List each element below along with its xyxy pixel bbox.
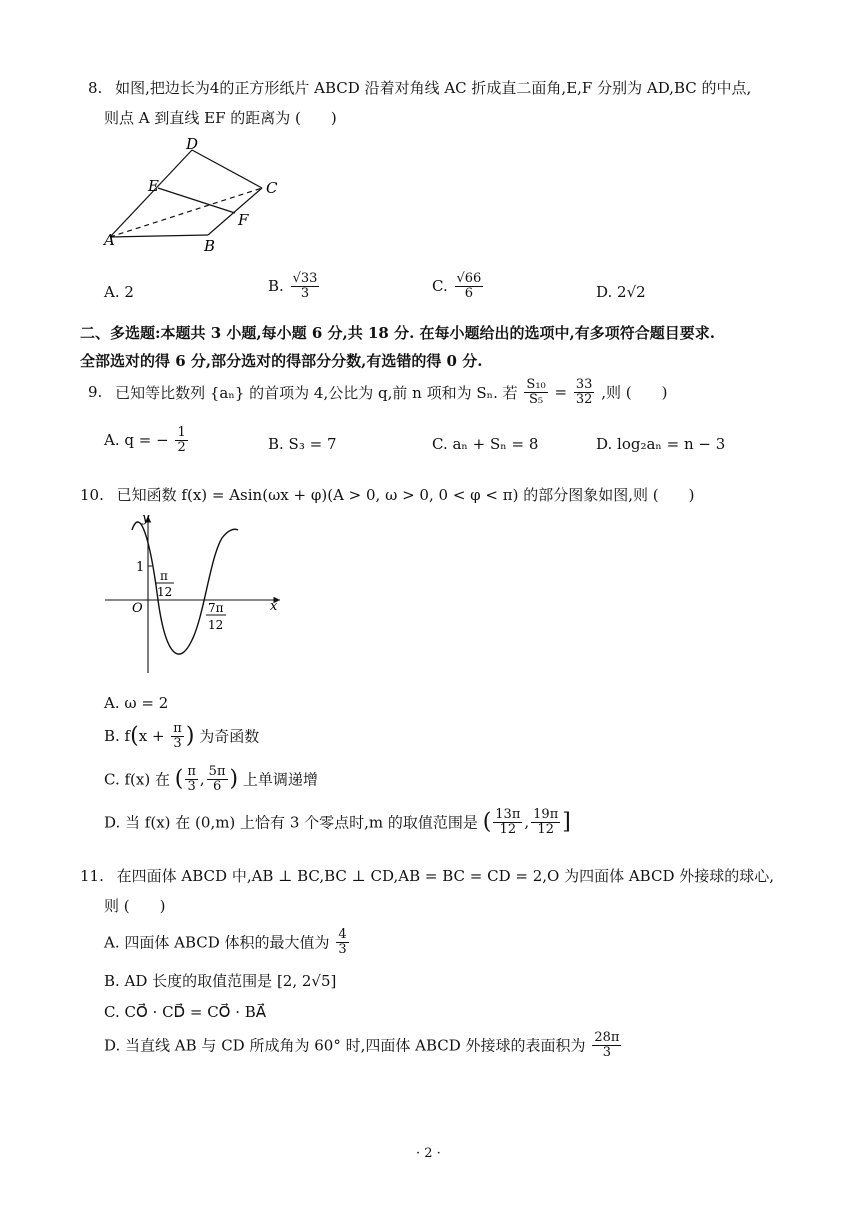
question-9: [88, 378, 667, 406]
graph-label-seven-pi: 7π: [208, 601, 224, 615]
question-11-number: 11.: [80, 867, 104, 885]
option-b-label: B.: [268, 277, 284, 296]
question-8-option-a: A. 2: [104, 283, 134, 301]
question-8-option-d: D. 2√2: [596, 283, 646, 301]
graph-label-y: y: [142, 511, 150, 526]
question-9-option-b: B. S₃ = 7: [268, 435, 337, 453]
figure-label-c: C: [266, 179, 278, 197]
question-8-text-line2: 则点 A 到直线 EF 的距离为 ( ): [104, 109, 337, 127]
figure-label-d: D: [186, 135, 199, 153]
question-8: [88, 77, 751, 98]
graph-label-origin: O: [132, 601, 143, 616]
figure-label-b: B: [204, 237, 216, 255]
question-8-figure: [100, 135, 290, 260]
graph-label-twelve: 12: [157, 585, 173, 599]
graph-label-x: x: [270, 599, 278, 614]
option-c-label: C.: [432, 277, 448, 296]
question-11-text-line1: 在四面体 ABCD 中,AB ⊥ BC,BC ⊥ CD,AB = BC = CD = 2,O 为四面体 ABCD 外接球的球心,: [116, 867, 775, 885]
question-10-option-b: B. f(x + $\frac{\pi}{3}$ ) 为奇函数: [104, 721, 260, 751]
option-a-fraction: $\frac{4}{3}$: [338, 927, 347, 957]
question-11-option-b: B. AD 长度的取值范围是 [2, 2√5]: [104, 972, 337, 990]
option-c-fraction: $\frac{√66}{6}$: [456, 271, 482, 301]
question-8-option-b: [268, 272, 321, 300]
section-2-header-line2: 全部选对的得 6 分,部分选对的得部分分数,有选错的得 0 分.: [80, 352, 483, 370]
graph-label-twelve-2: 12: [208, 618, 224, 632]
question-11-text-line2: 则 ( ): [104, 897, 166, 915]
option-b-fraction: $\frac{\pi}{3}$: [173, 721, 182, 751]
question-9-fraction-value: $\frac{33}{32}$: [575, 377, 593, 407]
option-b-suffix: 为奇函数: [199, 727, 260, 746]
question-9-option-d: D. log₂aₙ = n − 3: [596, 435, 726, 453]
question-9-option-a: [104, 426, 190, 454]
option-b-text: B. f: [104, 727, 131, 746]
graph-label-one: 1: [136, 560, 145, 575]
option-a-text: A. q = −: [104, 431, 169, 450]
option-d-fraction: $\frac{28\pi}{3}$: [594, 1030, 620, 1060]
question-9-text-b: ,则 ( ): [601, 383, 668, 402]
figure-label-a: A: [104, 231, 115, 249]
question-11-option-a: [104, 928, 351, 956]
option-a-fraction: $\frac{1}{2}$: [177, 425, 186, 455]
page-number: · 2 ·: [416, 1146, 441, 1161]
question-11: [80, 865, 774, 886]
option-b-x: x +: [138, 727, 165, 746]
question-9-number: 9.: [88, 383, 103, 402]
option-d-fraction-2: $\frac{19\pi}{12}$: [533, 807, 559, 837]
question-10-graph: [100, 508, 290, 678]
question-10-option-c: C. f(x) 在 ( $\frac{\pi}{3}$ , $\frac{5\pi}{6}$ ) 上单调递增: [104, 764, 318, 794]
option-d-fraction-1: $\frac{13\pi}{12}$: [495, 807, 521, 837]
option-d-text: D. 当直线 AB 与 CD 所成角为 60° 时,四面体 ABCD 外接球的表面积为: [104, 1036, 586, 1055]
question-8-number: 8.: [88, 79, 103, 97]
question-10-number: 10.: [80, 486, 104, 504]
figure-label-e: E: [148, 177, 159, 195]
option-a-text: A. 四面体 ABCD 体积的最大值为: [104, 933, 330, 952]
option-c-fraction-2: $\frac{5\pi}{6}$: [208, 764, 226, 794]
option-b-fraction: $\frac{√33}{3}$: [292, 271, 318, 301]
question-10-text: 已知函数 f(x) = Asin(ωx + φ)(A > 0, ω > 0, 0 < φ < π) 的部分图象如图,则 ( ): [116, 486, 695, 504]
question-9-option-c: C. aₙ + Sₙ = 8: [432, 435, 539, 453]
question-9-equals: =: [554, 383, 568, 402]
option-c-suffix: 上单调递增: [242, 770, 318, 789]
question-9-text-a: 已知等比数列 {aₙ} 的首项为 4,公比为 q,前 n 项和为 Sₙ. 若: [115, 383, 518, 402]
section-2-header-line1: 二、多选题:本题共 3 小题,每小题 6 分,共 18 分. 在每小题给出的选项中,有多项符合题目要求.: [80, 324, 715, 342]
question-8-option-c: [432, 272, 485, 300]
figure-label-f: F: [238, 211, 249, 229]
option-d-text: D. 当 f(x) 在 (0,m) 上恰有 3 个零点时,m 的取值范围是: [104, 813, 478, 832]
question-9-fraction-s: $\frac{\text{S₁₀}}{\text{S₅}}$: [526, 377, 546, 407]
question-11-option-c: C. CO⃗ · CD⃗ = CO⃗ · BA⃗: [104, 1003, 267, 1021]
question-11-option-d: [104, 1031, 623, 1059]
option-c-text: C. f(x) 在: [104, 770, 170, 789]
question-10-option-a: A. ω = 2: [104, 694, 169, 712]
option-c-fraction-1: $\frac{\pi}{3}$: [187, 764, 196, 794]
question-8-text-line1: 如图,把边长为4的正方形纸片 ABCD 沿着对角线 AC 折成直二面角,E,F 分别为 AD,BC 的中点,: [115, 79, 752, 97]
question-10-option-d: D. 当 f(x) 在 (0,m) 上恰有 3 个零点时,m 的取值范围是 ( $\frac{13\pi}{12}$ , $\frac{19\pi}{12}$ ]: [104, 807, 571, 837]
graph-label-pi: π: [160, 569, 168, 583]
question-10: [80, 484, 694, 505]
